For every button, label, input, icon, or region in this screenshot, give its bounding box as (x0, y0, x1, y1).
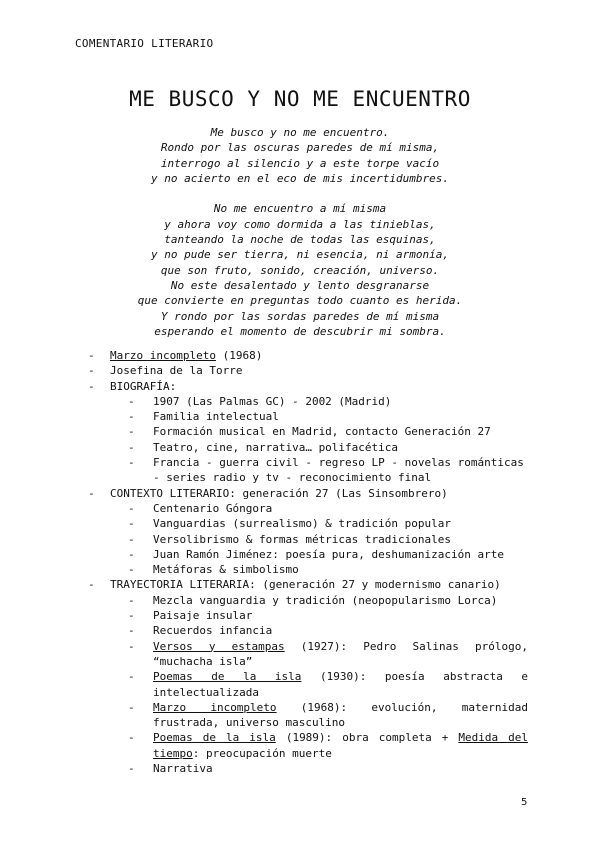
item-text: (1930): poesía abstracta e intelectualizada (153, 670, 528, 699)
poem (0, 125, 600, 339)
poem-line: esperando el momento de descubrir mi sombra. (154, 324, 446, 338)
book-title: Marzo incompleto (110, 349, 216, 362)
bullet-dash: - (128, 440, 135, 454)
poem-line: No me encuentro a mí misma (213, 202, 387, 216)
poem-line: interrogo al silencio y a este torpe vacío (160, 156, 440, 170)
poem-line: Rondo por las oscuras paredes de mí misma, (160, 141, 440, 155)
poem-line: que son fruto, sonido, creación, universo. (160, 263, 440, 277)
item-text: (1968) (215, 349, 263, 362)
sub-list-item (88, 730, 528, 761)
bullet-dash: - (128, 517, 135, 531)
bullet-dash: - (128, 670, 135, 684)
page-title: ME BUSCO Y NO ME ENCUENTRO (129, 87, 471, 111)
item-text: Francia - guerra civil - regreso LP - novelas románticas - series radio y tv - reconocimiento final (153, 456, 524, 485)
sub-list-item (88, 409, 528, 424)
sub-list-item (88, 562, 528, 577)
bullet-dash: - (128, 639, 135, 653)
bullet-dash: - (88, 379, 95, 393)
item-text: Metáforas & simbolismo (153, 563, 299, 577)
bullet-dash: - (128, 563, 135, 577)
sub-list-item (88, 639, 528, 670)
sub-list-item (88, 501, 528, 516)
bullet-dash: - (128, 425, 135, 439)
list-item (88, 379, 528, 394)
stanza-break (0, 186, 600, 201)
bullet-dash: - (88, 578, 95, 592)
bullet-dash: - (128, 731, 135, 745)
bullet-dash: - (128, 410, 135, 424)
sub-list-item (88, 608, 528, 623)
bullet-dash: - (128, 593, 135, 607)
sub-list-item (88, 440, 528, 455)
item-text: Vanguardias (surrealismo) & tradición popular (153, 517, 452, 531)
item-text: Familia intelectual (153, 410, 279, 424)
list-item (88, 577, 528, 592)
item-text: Mezcla vanguardia y tradición (neopopularismo Lorca) (153, 593, 498, 607)
sub-list-item (88, 593, 528, 608)
bullet-dash: - (128, 700, 135, 714)
book-title: Marzo incompleto (153, 700, 277, 714)
bullet-dash: - (128, 609, 135, 623)
running-header: COMENTARIO LITERARIO (75, 37, 214, 50)
sub-list-item (88, 669, 528, 700)
sub-list-item (88, 424, 528, 439)
bullet-dash: - (128, 547, 135, 561)
item-text: Recuerdos infancia (153, 624, 273, 638)
item-text: Formación musical en Madrid, contacto Generación 27 (153, 425, 491, 439)
item-text: (1968): evolución, maternidad frustrada, universo masculino (153, 700, 528, 730)
book-title: Medida del tiempo (153, 731, 528, 760)
sub-list-item (88, 761, 528, 776)
item-text: (1927): Pedro Salinas prólogo, “muchacha isla” (153, 639, 528, 668)
poem-line: y ahora voy como dormida a las tinieblas, (164, 217, 436, 231)
item-text: 1907 (Las Palmas GC) - 2002 (Madrid) (153, 394, 392, 408)
poem-line: y no pude ser tierra, ni esencia, ni armonía, (150, 248, 449, 262)
bullet-dash: - (128, 501, 135, 515)
bullet-dash: - (128, 762, 135, 776)
bullet-dash: - (128, 532, 135, 546)
poem-line: No este desalentado y lento desgranarse (170, 278, 430, 292)
section-heading: BIOGRAFÍA: (110, 379, 177, 393)
poem-line: Y rondo por las sordas paredes de mí misma (160, 309, 440, 323)
section-heading: CONTEXTO LITERARIO: generación 27 (Las Sinsombrero) (110, 486, 448, 500)
item-text: Versolibrismo & formas métricas tradicionales (153, 532, 452, 546)
sub-list-item (88, 394, 528, 409)
item-text: Juan Ramón Jiménez: poesía pura, deshumanización arte (153, 547, 504, 561)
sub-list-item (88, 547, 528, 562)
list-item (88, 486, 528, 501)
bullet-dash: - (128, 394, 135, 408)
bullet-dash: - (88, 486, 95, 500)
book-title: Poemas de la isla (153, 731, 276, 745)
sub-list-item (88, 700, 528, 731)
bullet-dash: - (88, 364, 95, 378)
item-text: Teatro, cine, narrativa… polifacética (153, 440, 399, 454)
item-text: : preocupación muerte (192, 746, 332, 760)
poem-line: y no acierto en el eco de mis incertidumbres. (150, 171, 449, 185)
sub-list-item (88, 623, 528, 638)
poem-line: Me busco y no me encuentro. (210, 126, 390, 139)
item-text: Paisaje insular (153, 609, 253, 623)
book-title: Poemas de la isla (153, 670, 302, 684)
sub-list-item (88, 455, 528, 486)
bullet-dash: - (88, 349, 95, 362)
sub-list-item (88, 532, 528, 547)
bullet-dash: - (128, 624, 135, 638)
notes-outline (88, 348, 528, 776)
section-heading: TRAYECTORIA LITERARIA: (generación 27 y modernismo canario) (110, 578, 501, 592)
item-text: Centenario Góngora (153, 501, 273, 515)
bullet-dash: - (128, 456, 135, 470)
poem-line: tanteando la noche de todas las esquinas, (164, 233, 436, 247)
item-text: (1989): obra completa + (275, 731, 459, 745)
item-text: Josefina de la Torre (110, 364, 243, 378)
page-number: 5 (521, 797, 528, 808)
list-item (88, 348, 528, 363)
poem-line: que convierte en preguntas todo cuanto es herida. (137, 294, 463, 308)
list-item (88, 363, 528, 378)
sub-list-item (88, 516, 528, 531)
book-title: Versos y estampas (153, 639, 285, 653)
item-text: Narrativa (153, 762, 213, 776)
